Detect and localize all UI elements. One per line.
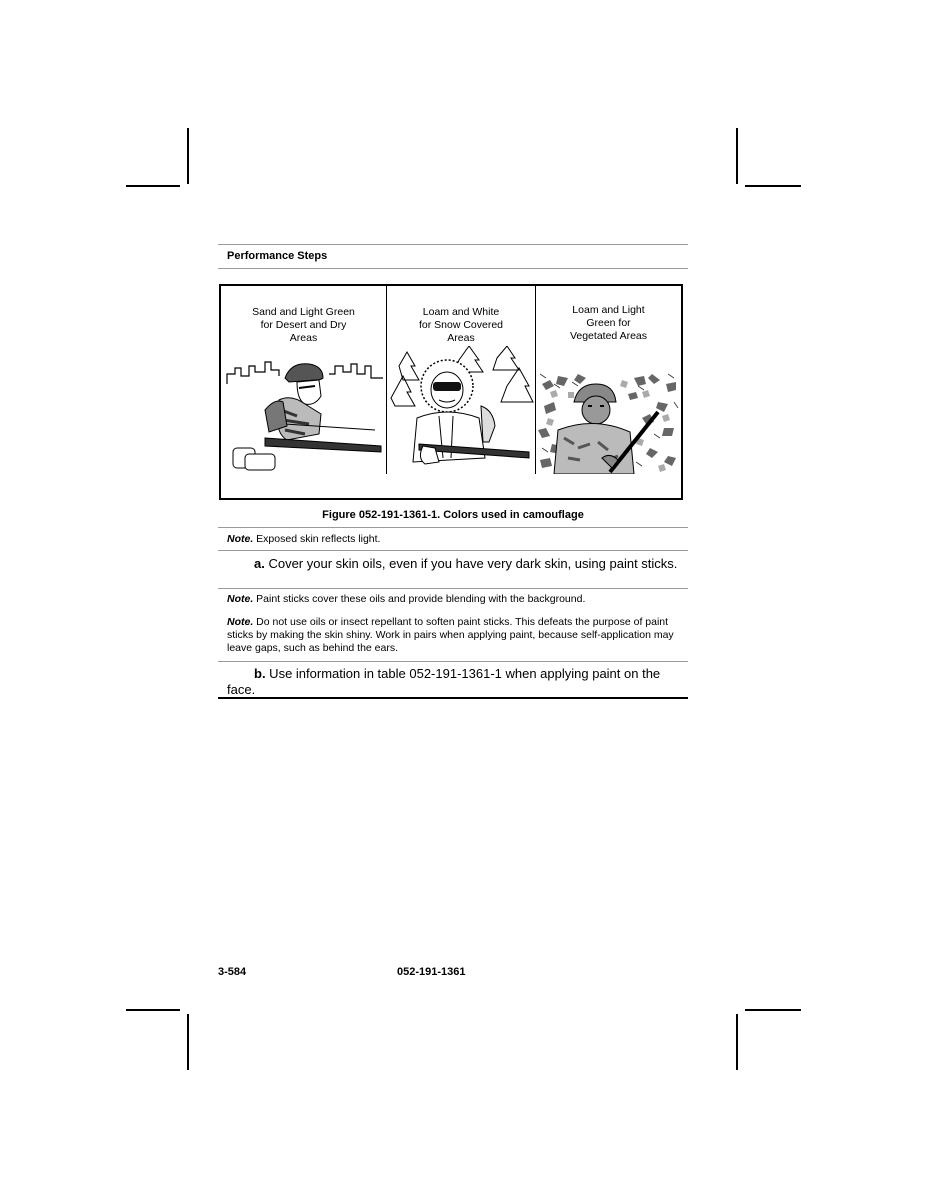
note-label: Note. <box>227 533 254 545</box>
panel-caption-snow: Loam and White for Snow Covered Areas <box>418 306 504 344</box>
section-rule-bottom <box>218 268 688 269</box>
note-insect-repellant <box>227 616 683 655</box>
note-text: Do not use oils or insect repellant to soften paint sticks. This defeats the purpose of paint sticks by making the skin shiny. Work in pairs when applying paint, because self-application may leave gaps, such as behind the ears. <box>227 616 674 654</box>
crop-mark-tl-vertical <box>187 128 189 184</box>
page-number: 3-584 <box>218 966 247 978</box>
crop-mark-tr-horizontal <box>745 185 801 187</box>
note-label: Note. <box>227 593 254 605</box>
note-label: Note. <box>227 616 254 628</box>
section-title: Performance Steps <box>227 250 328 262</box>
rule-after-step-a <box>218 588 688 589</box>
snow-soldier-illustration <box>389 346 535 476</box>
crop-mark-br-vertical <box>736 1014 738 1070</box>
note-text: Exposed skin reflects light. <box>253 533 381 545</box>
crop-mark-bl-horizontal <box>126 1009 180 1011</box>
figure-caption: Figure 052-191-1361-1. Colors used in camouflage <box>322 509 584 521</box>
section-rule-top <box>218 244 688 245</box>
crop-mark-bl-vertical <box>187 1014 189 1070</box>
figure-panel-desert <box>221 286 386 498</box>
step-b <box>227 666 683 698</box>
step-a-text: Cover your skin oils, even if you have very dark skin, using paint sticks. <box>264 556 678 571</box>
note-text: Paint sticks cover these oils and provide blending with the background. <box>253 593 586 605</box>
section-end-rule <box>218 697 688 699</box>
desert-soldier-illustration <box>225 354 385 472</box>
note-paint-sticks <box>227 593 683 606</box>
figure-panel-snow <box>387 286 535 498</box>
note-exposed-skin <box>227 533 683 546</box>
vegetated-soldier-illustration <box>538 372 680 474</box>
camouflage-figure <box>219 284 683 500</box>
crop-mark-br-horizontal <box>745 1009 801 1011</box>
panel-caption-desert: Sand and Light Green for Desert and Dry Areas <box>252 306 355 344</box>
rule-after-figure-caption <box>218 527 688 528</box>
step-a-index: a. <box>254 556 265 571</box>
step-b-index: b. <box>254 666 266 681</box>
rule-after-notes <box>218 661 688 662</box>
crop-mark-tr-vertical <box>736 128 738 184</box>
figure-panel-vegetated <box>536 286 681 498</box>
crop-mark-tl-horizontal <box>126 185 180 187</box>
step-a <box>227 556 683 572</box>
rule-after-note-1 <box>218 550 688 551</box>
step-b-text: Use information in table 052-191-1361-1 when applying paint on the face. <box>227 666 661 697</box>
document-number: 052-191-1361 <box>397 966 466 978</box>
panel-caption-vegetated: Loam and Light Green for Vegetated Areas <box>569 304 648 342</box>
